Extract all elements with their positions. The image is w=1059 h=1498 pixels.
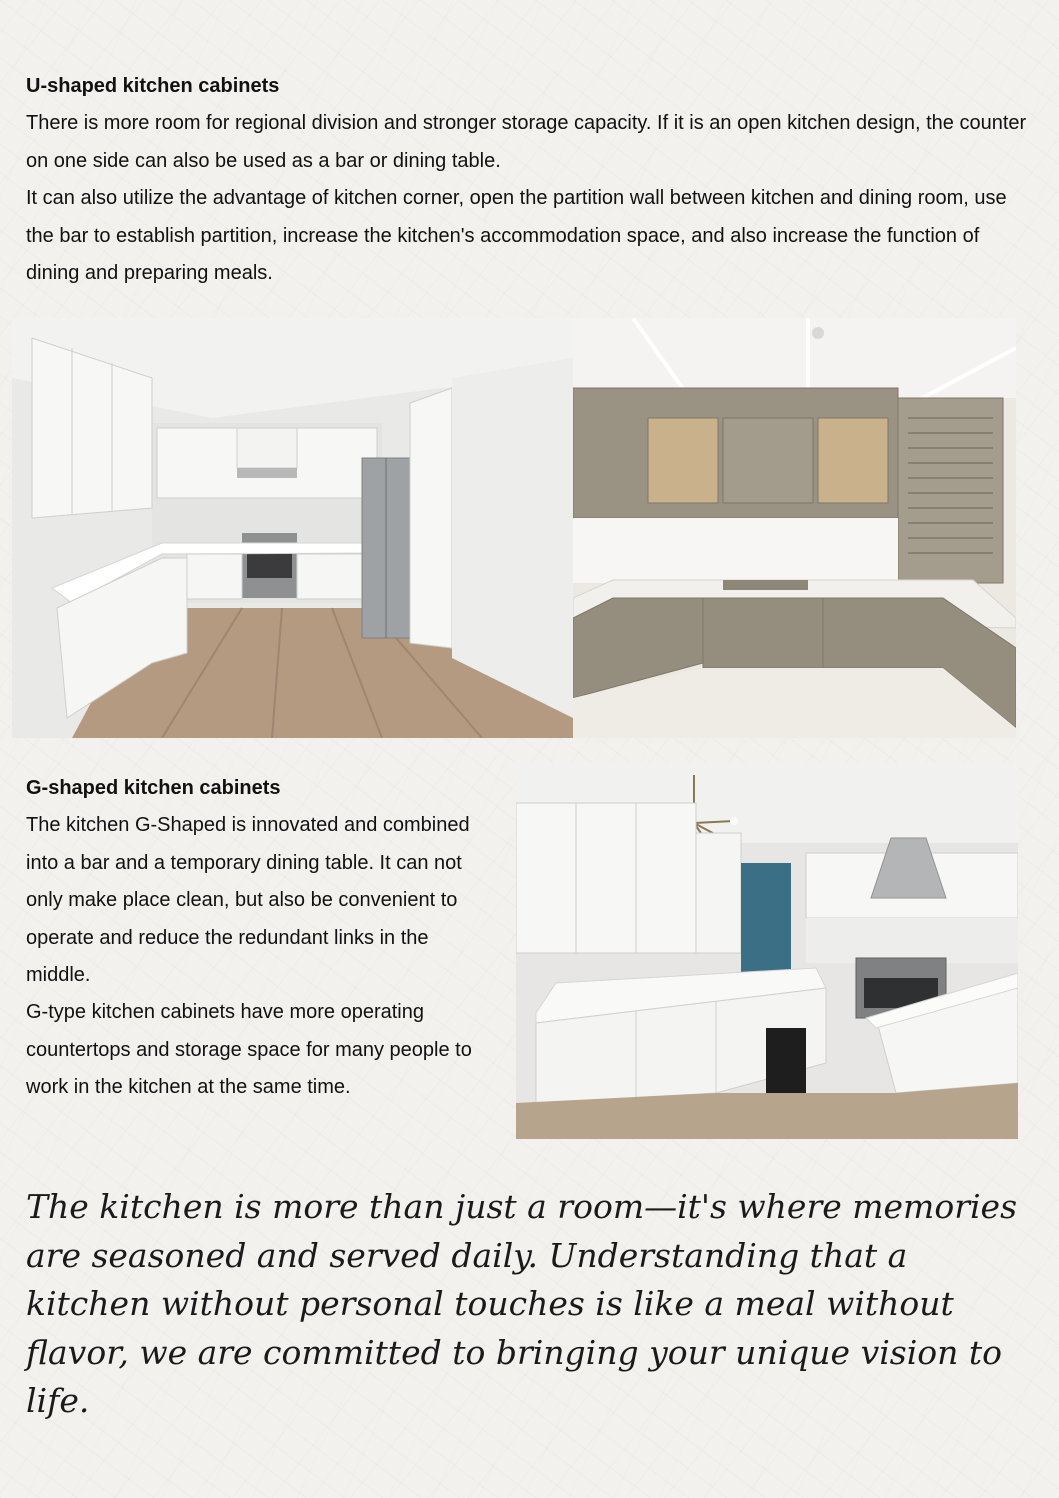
u-shaped-white-kitchen-photo (12, 318, 573, 738)
g-shaped-heading: G-shaped kitchen cabinets (26, 777, 281, 799)
g-shaped-paragraph-1: The kitchen G-Shaped is innovated and combined into a bar and a temporary dining table. It can not only make place clean, but also be convenient to operate and reduce the redundant links in the middle. (26, 814, 470, 987)
g-shaped-paragraph-2: G-type kitchen cabinets have more operating countertops and storage space for many people to work in the kitchen at the same time. (26, 1001, 472, 1099)
g-shaped-section (26, 770, 496, 1107)
u-shaped-gray-kitchen-photo (573, 318, 1016, 738)
closing-quote: The kitchen is more than just a room—it's where memories are seasoned and served daily. Understanding that a kitchen without personal touches is like a meal without flavor, we are committed to bringing your unique vision to life. (26, 1187, 1018, 1420)
u-shaped-paragraph-1: There is more room for regional division and stronger storage capacity. If it is an open kitchen design, the counter on one side can also be used as a bar or dining table. (26, 112, 1027, 172)
u-shaped-paragraph-2: It can also utilize the advantage of kitchen corner, open the partition wall between kitchen and dining room, use the bar to establish partition, increase the kitchen's accommodation space, and also increase the function of dining and preparing meals. (26, 187, 1007, 285)
u-shaped-heading: U-shaped kitchen cabinets (26, 75, 280, 97)
g-shaped-white-kitchen-photo (516, 763, 1018, 1139)
u-shaped-section (26, 68, 1036, 292)
